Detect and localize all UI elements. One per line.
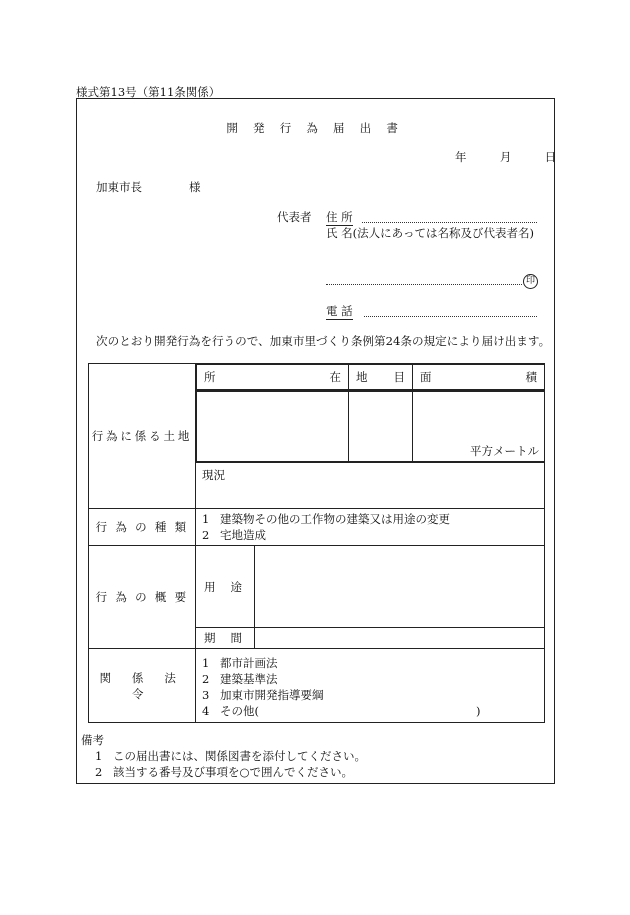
header-location-2: 在	[329, 370, 341, 384]
law-option-4[interactable]: 4 その他( )	[202, 703, 481, 718]
phone-line[interactable]	[364, 316, 537, 317]
land-header-cell	[196, 364, 545, 391]
remark-2-text: 該当する番号及び事項を○で囲んでください。	[113, 765, 354, 779]
overview-label: 行 為 の 概 要	[89, 546, 196, 649]
intro-text: 次のとおり開発行為を行うので、加東市里づくり条例第24条の規定により届け出ます。	[96, 334, 551, 348]
date-day: 日	[544, 150, 557, 164]
area-unit: 平方メートル	[470, 444, 539, 458]
use-field[interactable]	[255, 546, 545, 628]
address-line[interactable]	[362, 222, 537, 223]
remarks-title: 備考	[81, 733, 104, 747]
date-year: 年	[455, 150, 467, 164]
land-values-cell	[196, 391, 545, 463]
use-label-cell	[196, 546, 255, 628]
remark-1: 1 この届出書には、関係図書を添付してください。	[95, 749, 366, 763]
law-option-3[interactable]: 3 加東市開発指導要綱	[202, 687, 324, 702]
lot-category-field[interactable]	[349, 392, 413, 462]
notification-table	[88, 363, 545, 723]
law-option-4-close: )	[476, 703, 481, 718]
name-label: 氏 名(法人にあっては名称及び代表者名)	[326, 226, 535, 240]
law-option-1-text: 都市計画法	[220, 655, 278, 670]
type-options	[196, 509, 545, 546]
current-state-label: 現況	[202, 468, 225, 482]
representative-label: 代表者	[277, 210, 312, 224]
name-line[interactable]	[326, 284, 522, 285]
area-field[interactable]	[413, 392, 545, 462]
header-area-2: 積	[525, 370, 537, 384]
use-label-2: 途	[230, 579, 242, 594]
date-month: 月	[499, 150, 512, 164]
laws-options	[196, 649, 545, 723]
header-location-1: 所	[204, 370, 216, 384]
period-label-cell	[196, 628, 255, 649]
laws-label: 関 係 法 令	[89, 649, 196, 723]
period-label-2: 間	[230, 631, 242, 645]
header-lot-2: 目	[393, 370, 405, 384]
use-label-1: 用	[204, 579, 216, 594]
current-state-field[interactable]	[196, 463, 545, 509]
period-field[interactable]	[255, 628, 545, 649]
date-line	[455, 149, 556, 165]
seal-mark	[523, 272, 538, 289]
law-option-2[interactable]: 2 建築基準法	[202, 671, 278, 686]
seal-icon: 印	[523, 274, 538, 289]
location-field[interactable]	[197, 392, 349, 462]
type-option-2[interactable]: 2 宅地造成	[202, 528, 266, 542]
header-area-1: 面	[420, 370, 432, 384]
law-option-4-text: その他(	[220, 703, 259, 718]
type-option-1[interactable]: 1 建築物その他の工作物の建築又は用途の変更	[202, 512, 450, 526]
addressee-honorific: 様	[189, 180, 201, 194]
addressee-name: 加東市長	[96, 180, 142, 194]
period-label-1: 期	[204, 631, 216, 645]
law-option-2-text: 建築基準法	[220, 671, 278, 686]
remark-1-text: この届出書には、関係図書を添付してください。	[113, 749, 366, 763]
form-number: 様式第13号（第11条関係）	[76, 85, 221, 99]
land-label: 行為に係る土地	[89, 364, 196, 509]
phone-label: 電 話	[326, 304, 353, 318]
header-lot-1: 地	[356, 370, 368, 384]
type-label: 行 為 の 種 類	[89, 509, 196, 546]
form-title: 開 発 行 為 届 出 書	[226, 121, 404, 135]
type-option-2-text: 宅地造成	[220, 528, 266, 542]
law-option-1[interactable]: 1 都市計画法	[202, 655, 278, 670]
remark-2: 2 該当する番号及び事項を○で囲んでください。	[95, 765, 354, 779]
address-label: 住 所	[326, 210, 353, 224]
law-option-3-text: 加東市開発指導要綱	[220, 687, 324, 702]
type-option-1-text: 建築物その他の工作物の建築又は用途の変更	[220, 512, 450, 526]
